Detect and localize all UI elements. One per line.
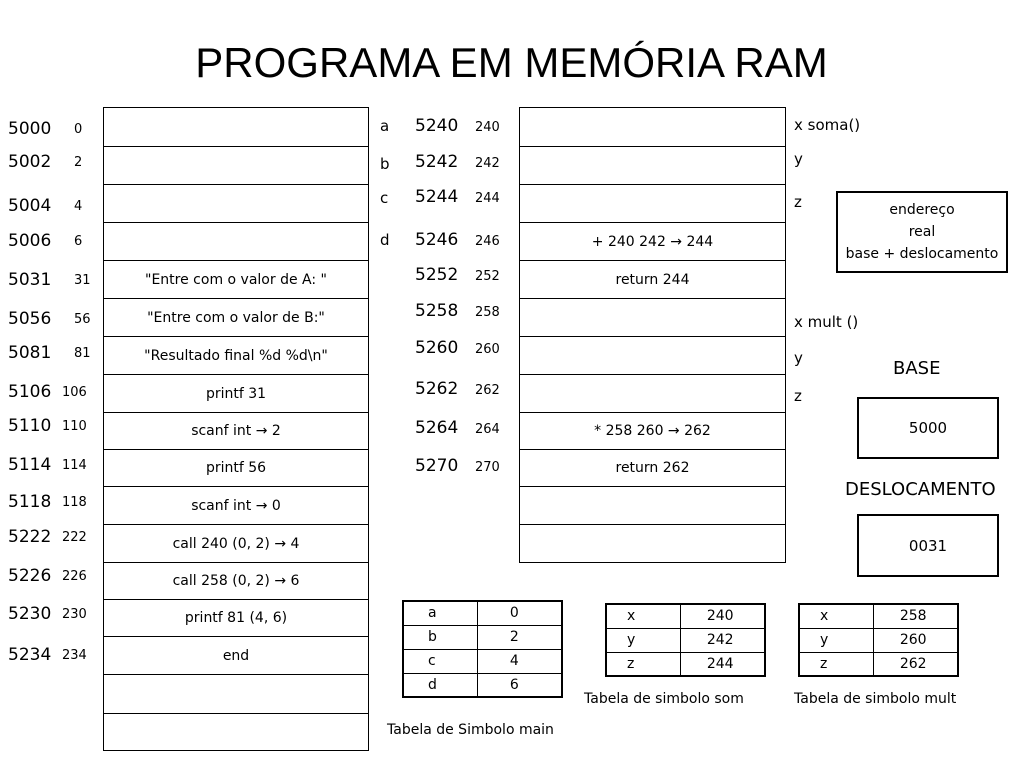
memory-address: 5031 [8,270,52,290]
memory-offset: 81 [74,346,91,361]
function-memory-offset: 246 [475,234,500,249]
memory-address: 5106 [8,382,52,402]
memory-offset: 230 [62,607,87,622]
function-memory-address: 5246 [415,230,459,250]
function-memory-offset: 260 [475,342,500,357]
page-title: PROGRAMA EM MEMÓRIA RAM [195,39,828,86]
memory-offset: 106 [62,385,87,400]
symbol-name-cell: z [799,652,873,676]
symbol-table-row [403,625,562,649]
symbol-offset-cell: 260 [873,628,958,652]
memory-cell: "Resultado final %d %d\n" [103,336,369,374]
function-memory-address: 5262 [415,379,459,399]
symbol-offset-cell: 242 [680,628,765,652]
symbol-table-row [606,652,765,676]
legend-line-3: base + deslocamento [845,246,999,262]
symbol-offset-cell: 6 [477,673,562,697]
symbol-name-cell: a [403,601,477,625]
function-memory-cell [519,374,786,412]
memory-offset: 31 [74,273,91,288]
function-memory-address: 5242 [415,152,459,172]
function-memory-cell: * 258 260 → 262 [519,412,786,449]
function-memory-offset: 270 [475,460,500,475]
function-memory-address: 5260 [415,338,459,358]
memory-address: 5002 [8,152,52,172]
mult-y-label: y [794,349,803,367]
symbol-table-row [799,652,958,676]
memory-offset: 56 [74,312,91,327]
var-label-d: d [380,231,390,249]
memory-offset: 222 [62,530,87,545]
symbol-table-row [606,628,765,652]
memory-address: 5114 [8,455,52,475]
symbol-name-cell: c [403,649,477,673]
deslocamento-label: DESLOCAMENTO [845,479,996,500]
deslocamento-value-box: 0031 [857,514,999,577]
memory-cell: end [103,636,369,674]
memory-cell: printf 31 [103,374,369,412]
function-memory-address: 5252 [415,265,459,285]
function-memory-address: 5258 [415,301,459,321]
symbol-name-cell: b [403,625,477,649]
symbol-table-row [403,649,562,673]
symbol-table-row [403,673,562,697]
memory-address: 5000 [8,119,52,139]
memory-offset: 114 [62,458,87,473]
function-memory-address: 5244 [415,187,459,207]
mult-z-label: z [794,387,802,405]
memory-offset: 118 [62,495,87,510]
symbol-name-cell: y [606,628,680,652]
memory-offset: 2 [74,155,83,170]
memory-address: 5222 [8,527,52,547]
memory-cell: scanf int → 2 [103,412,369,449]
function-memory-address: 5264 [415,418,459,438]
memory-address: 5081 [8,343,52,363]
memory-cell: "Entre com o valor de B:" [103,298,369,336]
function-memory-address: 5240 [415,116,459,136]
function-memory-cell [519,107,786,146]
var-label-b: b [380,155,390,173]
address-legend-box [836,191,1008,273]
memory-address: 5110 [8,416,52,436]
memory-cell [103,713,369,751]
function-memory-address: 5270 [415,456,459,476]
symbol-offset-cell: 0 [477,601,562,625]
function-memory-cell [519,486,786,524]
symbol-table-main-caption: Tabela de Simbolo main [387,722,554,738]
symbol-name-cell: x [799,604,873,628]
symbol-table-row [799,628,958,652]
memory-cell [103,107,369,146]
symbol-offset-cell: 240 [680,604,765,628]
function-memory-cell [519,146,786,184]
memory-address: 5004 [8,196,52,216]
memory-cell [103,222,369,260]
memory-offset: 226 [62,569,87,584]
symbol-table-row [606,604,765,628]
function-memory-cell: + 240 242 → 244 [519,222,786,260]
symbol-table-row [403,601,562,625]
symbol-name-cell: z [606,652,680,676]
function-memory-cell [519,298,786,336]
legend-line-2: real [908,224,936,240]
symbol-table-som [605,603,766,677]
memory-address: 5230 [8,604,52,624]
memory-offset: 6 [74,234,83,249]
memory-offset: 234 [62,648,87,663]
memory-offset: 0 [74,122,83,137]
memory-cell: printf 56 [103,449,369,486]
symbol-name-cell: d [403,673,477,697]
function-memory-offset: 264 [475,422,500,437]
memory-address: 5234 [8,645,52,665]
symbol-offset-cell: 244 [680,652,765,676]
symbol-offset-cell: 4 [477,649,562,673]
function-memory-cell [519,184,786,222]
symbol-name-cell: y [799,628,873,652]
memory-offset: 4 [74,199,83,214]
symbol-name-cell: x [606,604,680,628]
function-memory-offset: 242 [475,156,500,171]
var-label-a: a [380,117,390,135]
memory-address: 5006 [8,231,52,251]
memory-address: 5056 [8,309,52,329]
memory-cell [103,146,369,184]
memory-cell: printf 81 (4, 6) [103,599,369,636]
memory-cell: scanf int → 0 [103,486,369,524]
var-label-c: c [380,189,389,207]
symbol-table-mult-caption: Tabela de simbolo mult [794,691,957,707]
soma-y-label: y [794,150,803,168]
function-memory-cell: return 262 [519,449,786,486]
symbol-table-main [402,600,563,698]
soma-x-label: x soma() [794,116,861,134]
function-memory-offset: 244 [475,191,500,206]
function-memory-offset: 262 [475,383,500,398]
function-memory-cell [519,336,786,374]
symbol-offset-cell: 262 [873,652,958,676]
function-memory-offset: 258 [475,305,500,320]
mult-x-label: x mult () [794,313,859,331]
function-memory-offset: 240 [475,120,500,135]
function-memory-cell [519,524,786,563]
function-memory-offset: 252 [475,269,500,284]
symbol-table-row [799,604,958,628]
memory-cell [103,674,369,713]
memory-cell: "Entre com o valor de A: " [103,260,369,298]
memory-address: 5226 [8,566,52,586]
function-memory-cell: return 244 [519,260,786,298]
symbol-offset-cell: 258 [873,604,958,628]
memory-cell [103,184,369,222]
memory-cell: call 240 (0, 2) → 4 [103,524,369,562]
memory-cell: call 258 (0, 2) → 6 [103,562,369,599]
base-value-box: 5000 [857,397,999,459]
soma-z-label: z [794,193,802,211]
symbol-table-mult [798,603,959,677]
base-label: BASE [893,358,941,379]
symbol-table-som-caption: Tabela de simbolo som [584,691,744,707]
symbol-offset-cell: 2 [477,625,562,649]
memory-offset: 110 [62,419,87,434]
legend-line-1: endereço [889,202,955,218]
memory-address: 5118 [8,492,52,512]
